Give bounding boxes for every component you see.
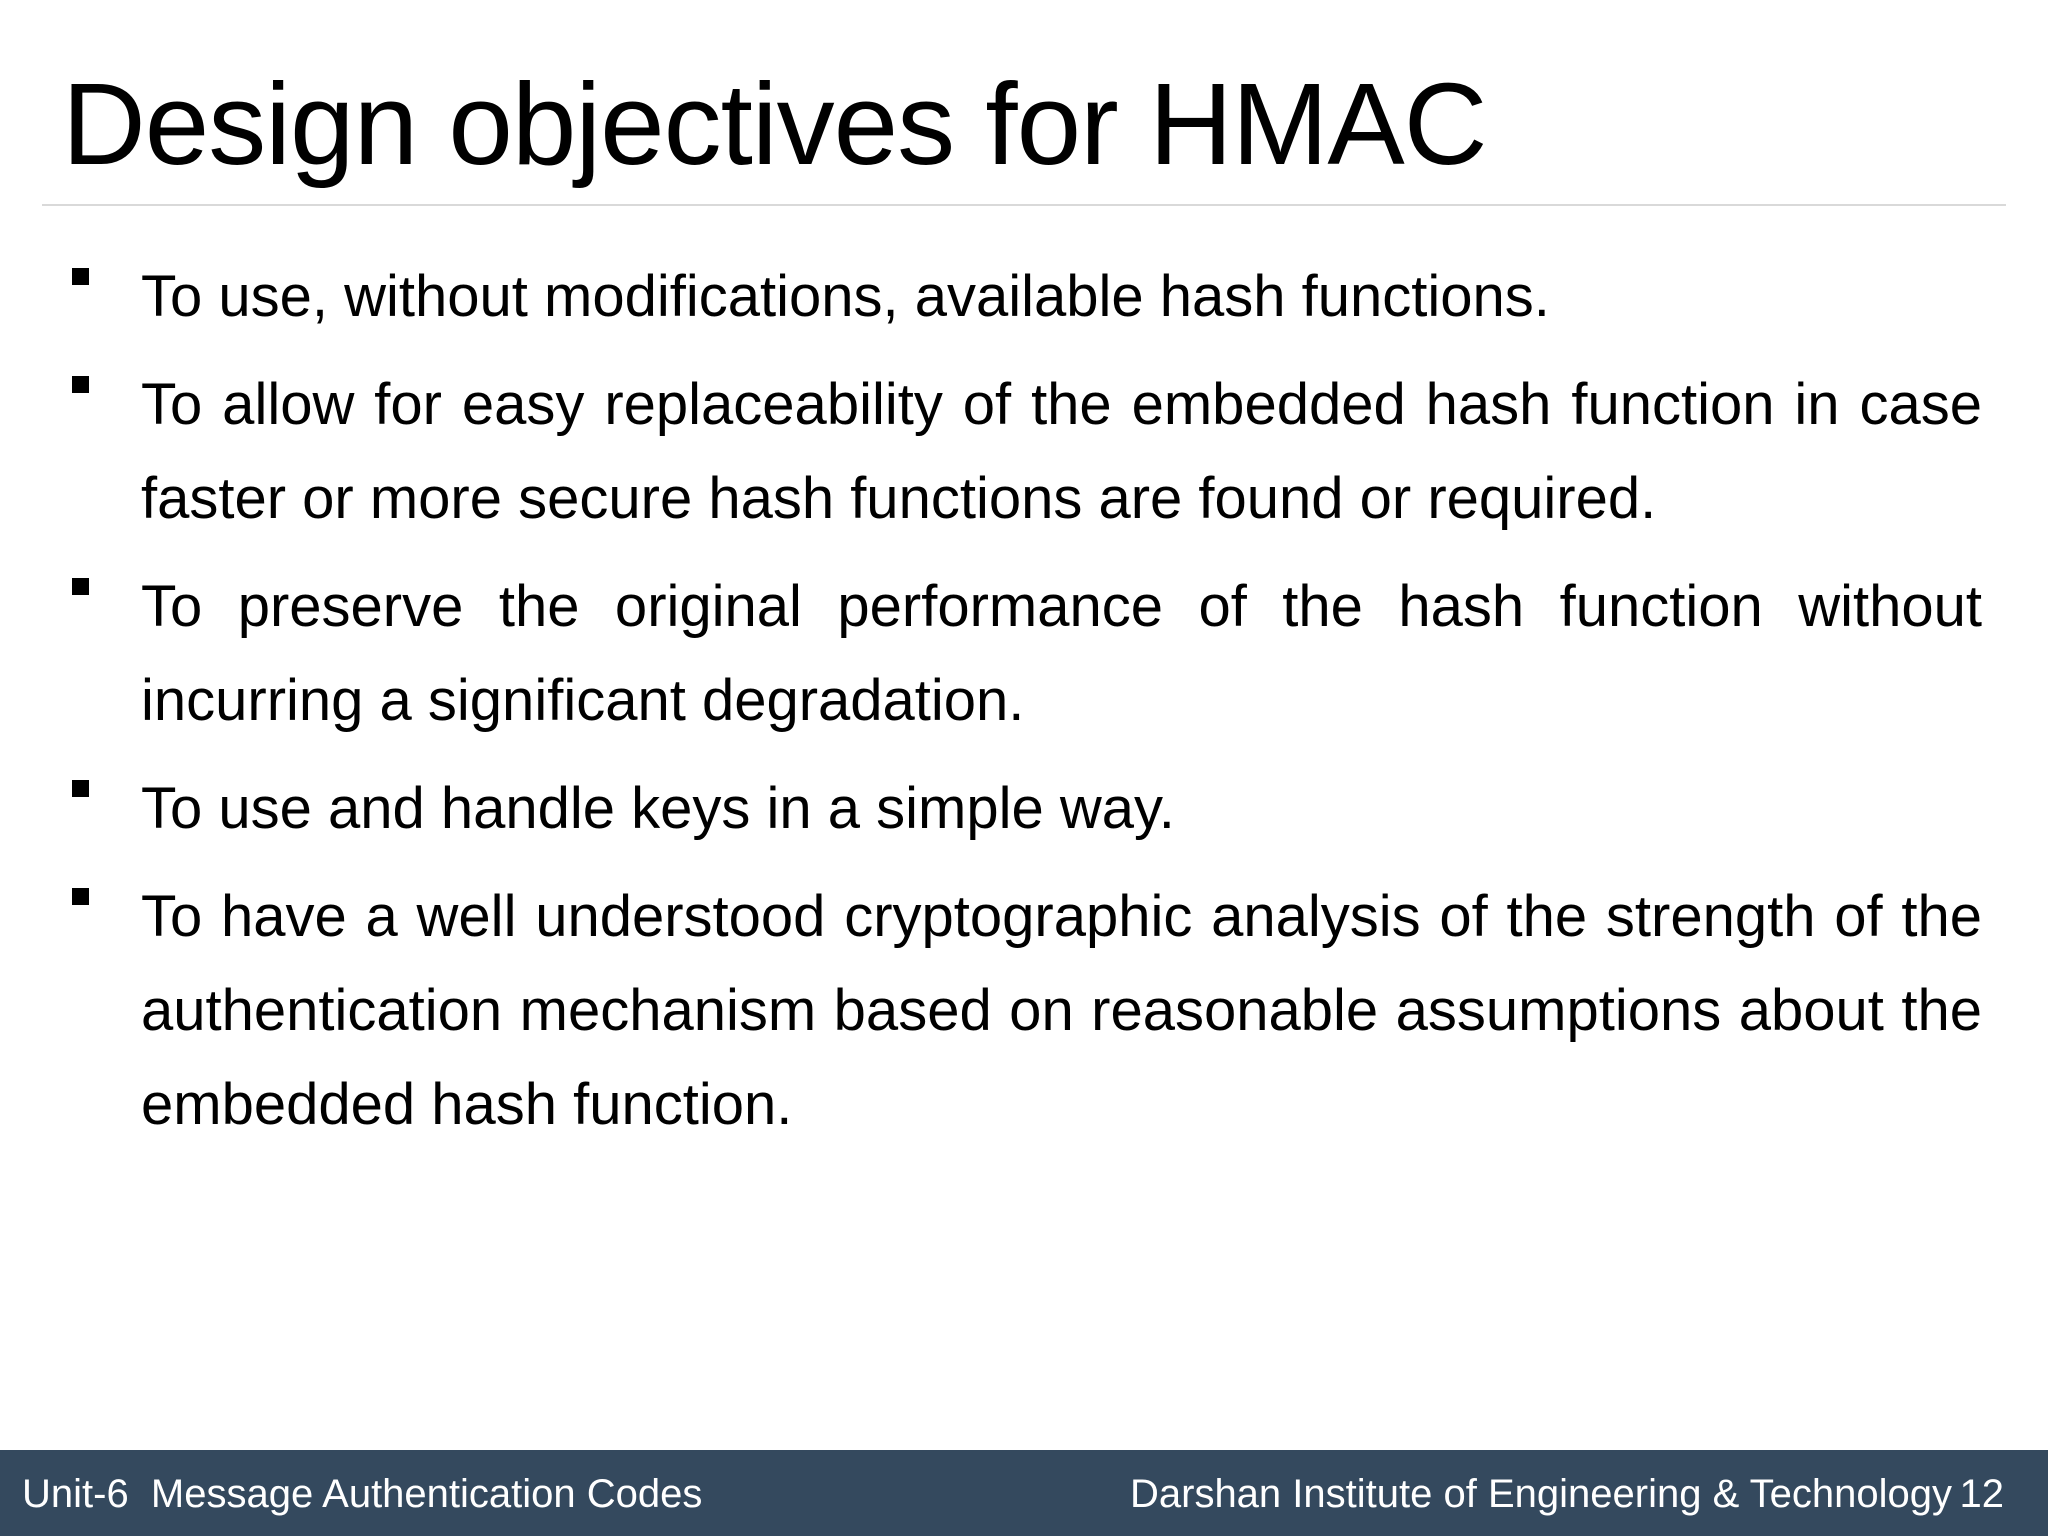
square-bullet-icon — [72, 268, 89, 285]
bullet-text: To allow for easy replaceability of the embedded hash function in case faster or more secure hash functions are found or required. — [141, 372, 1982, 531]
bullet-text: To use, without modifications, available hash functions. — [141, 264, 1550, 329]
square-bullet-icon — [72, 888, 89, 905]
footer-institute-name: Darshan Institute of Engineering & Technology — [1129, 1472, 1952, 1516]
square-bullet-icon — [72, 578, 89, 595]
footer-unit-title: Unit-6 Message Authentication Codes — [22, 1472, 703, 1516]
bullet-text: To use and handle keys in a simple way. — [141, 776, 1175, 841]
bullet-item — [62, 560, 1982, 748]
bullet-item — [62, 250, 1982, 344]
slide-footer — [0, 1450, 2048, 1536]
square-bullet-icon — [72, 780, 89, 797]
footer-page-number: 12 — [1959, 1472, 2004, 1516]
bullet-text: To have a well understood cryptographic analysis of the strength of the authentication mechanism based on reasonable assumptions about the embedded hash function. — [141, 884, 1982, 1137]
slide-title: Design objectives for HMAC — [62, 59, 1487, 189]
bullet-item — [62, 358, 1982, 546]
square-bullet-icon — [72, 376, 89, 393]
bullet-item — [62, 870, 1982, 1152]
bullet-item — [62, 762, 1982, 856]
title-divider — [42, 204, 2006, 206]
bullet-text: To preserve the original performance of the hash function without incurring a significant degradation. — [141, 574, 1982, 733]
bullet-list — [62, 250, 1982, 1166]
